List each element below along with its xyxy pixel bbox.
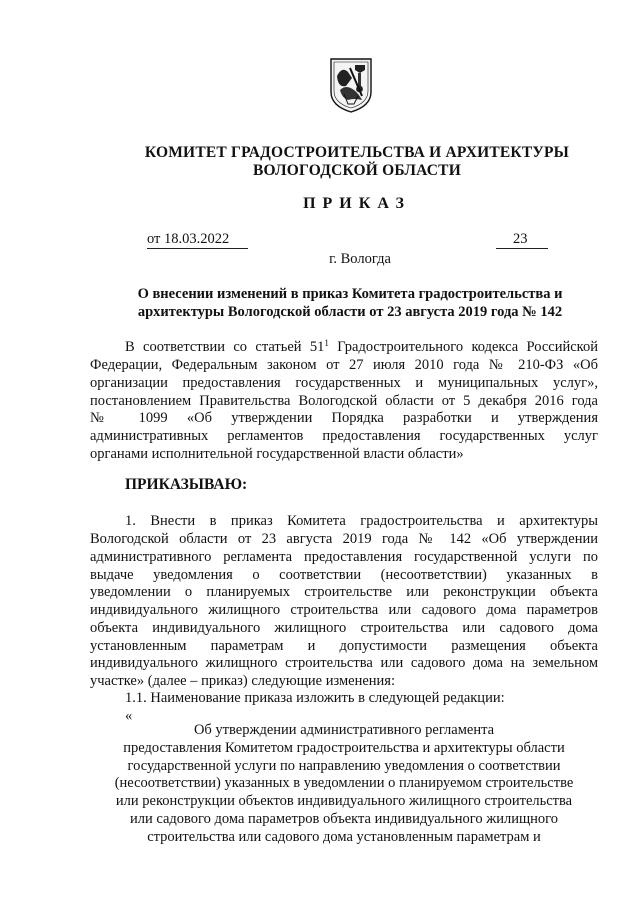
preamble-line-4: постановлением Правительства Вологодской области от 5 декабря 2016 года: [90, 393, 598, 409]
item1-line-7: объекта индивидуального жилищного строительства или садового дома: [90, 620, 598, 636]
item1-line-8: установленным параметрам и допустимости размещения объекта: [90, 638, 598, 654]
new-title-line-7: строительства или садового дома установленным параметрам и: [147, 829, 541, 845]
preamble-line-6: административных регламентов предоставления государственных услуг: [90, 428, 598, 444]
opening-quote: «: [125, 708, 133, 724]
new-title-line-2: предоставления Комитетом градостроительства и архитектуры области: [123, 740, 565, 756]
item1-line-6: индивидуального жилищного строительства или садового дома параметров: [90, 602, 598, 618]
preamble-line-7: органами исполнительной государственной власти области»: [90, 446, 464, 462]
new-title-line-5: или реконструкции объектов индивидуального жилищного строительства: [115, 793, 573, 809]
order-directive: ПРИКАЗЫВАЮ:: [125, 476, 248, 493]
item1-line-5: уведомлении о планируемых строительстве или реконструкции объекта: [90, 584, 598, 600]
item1-line-9: индивидуального жилищного строительства или садового дома на земельном: [90, 655, 598, 671]
item1-line-1: 1. Внести в приказ Комитета градостроительства и архитектуры: [125, 513, 598, 529]
org-name-line-1: КОМИТЕТ ГРАДОСТРОИТЕЛЬСТВА И АРХИТЕКТУРЫ: [144, 144, 570, 161]
item1-line-3: административного регламента предоставления государственной услуги по: [90, 549, 598, 565]
number-underline: [496, 248, 548, 249]
item1-line-4: выдаче уведомления о соответствии (несоответствии) указанных в: [90, 567, 598, 583]
new-title-line-4: (несоответствии) указанных в уведомлении о планируемом строительстве: [114, 775, 574, 791]
item1-1-line-1: 1.1. Наименование приказа изложить в следующей редакции:: [125, 690, 505, 706]
date-underline: [147, 248, 248, 249]
preamble-line-1: В соответствии со статьей $51^1$ Градостроительного кодекса Российской: [125, 338, 598, 355]
coat-of-arms-icon: [328, 56, 374, 114]
document-type-title: ПРИКАЗ: [303, 195, 411, 212]
preamble-line-2: Федерации, Федеральным законом от 27 июля 2010 года № 210-ФЗ «Об: [90, 357, 598, 373]
subject-line-1: О внесении изменений в приказ Комитета градостроительства и: [137, 286, 563, 302]
preamble-line-3: организации предоставления государственных и муниципальных услуг»,: [90, 375, 598, 391]
new-title-line-3: государственной услуги по направлению уведомления о соответствии: [127, 758, 561, 774]
org-name-line-2: ВОЛОГОДСКОЙ ОБЛАСТИ: [253, 162, 461, 179]
new-title-line-1: Об утверждении административного регламента: [193, 722, 495, 738]
subject-line-2: архитектуры Вологодской области от 23 августа 2019 года № 142: [137, 304, 563, 320]
item1-line-10: участке» (далее – приказ) следующие изменения:: [90, 673, 396, 689]
city: г. Вологда: [329, 251, 391, 267]
article-superscript: 1: [324, 338, 329, 348]
preamble-line-5: № 1099 «Об утверждении Порядка разработки и утверждения: [90, 410, 598, 426]
order-date: от 18.03.2022: [147, 231, 230, 247]
order-number: 23: [513, 231, 528, 247]
new-title-line-6: или садового дома параметров объекта индивидуального жилищного: [130, 811, 558, 827]
item1-line-2: Вологодской области от 23 августа 2019 года № 142 «Об утверждении: [90, 531, 598, 547]
